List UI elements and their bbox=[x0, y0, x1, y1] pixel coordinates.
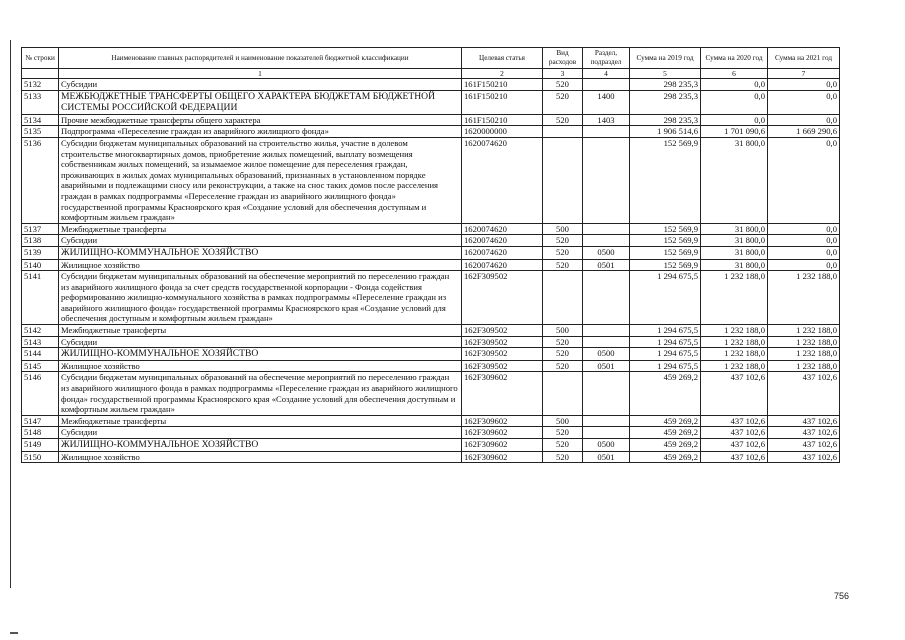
sum-2020-cell: 437 102,6 bbox=[701, 439, 768, 452]
expense-type-cell: 520 bbox=[543, 348, 583, 361]
article-cell: 162F309502 bbox=[462, 360, 543, 372]
sum-2019-cell: 1 906 514,6 bbox=[630, 126, 701, 138]
section-cell bbox=[583, 336, 630, 348]
name-cell: Жилищное хозяйство bbox=[59, 451, 462, 463]
article-cell: 1620074620 bbox=[462, 259, 543, 271]
expense-type-cell bbox=[543, 126, 583, 138]
sum-2020-cell: 31 800,0 bbox=[701, 246, 768, 259]
sum-2020-cell: 31 800,0 bbox=[701, 235, 768, 247]
sum-2020-cell: 0,0 bbox=[701, 79, 768, 91]
expense-type-cell: 520 bbox=[543, 451, 583, 463]
article-cell: 162F309602 bbox=[462, 451, 543, 463]
table-row bbox=[22, 325, 840, 337]
sum-2021-cell: 437 102,6 bbox=[768, 439, 840, 452]
column-number-row bbox=[22, 69, 840, 79]
section-cell: 0501 bbox=[583, 259, 630, 271]
row-number-cell: 5132 bbox=[22, 79, 59, 91]
column-number-cell: 2 bbox=[462, 69, 543, 79]
sum-2019-cell: 1 294 675,5 bbox=[630, 336, 701, 348]
name-cell: ЖИЛИЩНО-КОММУНАЛЬНОЕ ХОЗЯЙСТВО bbox=[59, 439, 462, 452]
header-section: Раздел, подраздел bbox=[583, 48, 630, 69]
page-number: 756 bbox=[834, 591, 850, 601]
row-number-cell: 5138 bbox=[22, 235, 59, 247]
section-cell bbox=[583, 325, 630, 337]
sum-2020-cell: 0,0 bbox=[701, 114, 768, 126]
sum-2020-cell: 31 800,0 bbox=[701, 137, 768, 223]
name-cell: Межбюджетные трансферты bbox=[59, 325, 462, 337]
section-cell: 0500 bbox=[583, 246, 630, 259]
sum-2019-cell: 459 269,2 bbox=[630, 439, 701, 452]
expense-type-cell: 520 bbox=[543, 114, 583, 126]
expense-type-cell bbox=[543, 271, 583, 325]
sum-2019-cell: 152 569,9 bbox=[630, 137, 701, 223]
table-row bbox=[22, 372, 840, 415]
sum-2021-cell: 0,0 bbox=[768, 137, 840, 223]
sum-2019-cell: 152 569,9 bbox=[630, 235, 701, 247]
sum-2019-cell: 459 269,2 bbox=[630, 427, 701, 439]
expense-type-cell: 520 bbox=[543, 259, 583, 271]
sum-2021-cell: 1 232 188,0 bbox=[768, 336, 840, 348]
row-number-cell: 5148 bbox=[22, 427, 59, 439]
table-row bbox=[22, 271, 840, 325]
name-cell: ЖИЛИЩНО-КОММУНАЛЬНОЕ ХОЗЯЙСТВО bbox=[59, 348, 462, 361]
article-cell: 1620074620 bbox=[462, 223, 543, 235]
sum-2020-cell: 31 800,0 bbox=[701, 223, 768, 235]
section-cell: 0501 bbox=[583, 360, 630, 372]
row-number-cell: 5141 bbox=[22, 271, 59, 325]
table-row bbox=[22, 348, 840, 361]
table-row bbox=[22, 90, 840, 114]
name-cell: Субсидии bbox=[59, 427, 462, 439]
expense-type-cell bbox=[543, 137, 583, 223]
expense-type-cell: 520 bbox=[543, 235, 583, 247]
name-cell: Межбюджетные трансферты bbox=[59, 223, 462, 235]
header-sum-2019: Сумма на 2019 год bbox=[630, 48, 701, 69]
name-cell: Субсидии bbox=[59, 336, 462, 348]
table-row bbox=[22, 137, 840, 223]
table-row bbox=[22, 246, 840, 259]
sum-2021-cell: 0,0 bbox=[768, 90, 840, 114]
article-cell: 162F309602 bbox=[462, 415, 543, 427]
sum-2021-cell: 0,0 bbox=[768, 259, 840, 271]
table-row bbox=[22, 223, 840, 235]
column-number-cell: 5 bbox=[630, 69, 701, 79]
sum-2020-cell: 437 102,6 bbox=[701, 451, 768, 463]
sum-2021-cell: 0,0 bbox=[768, 223, 840, 235]
sum-2020-cell: 437 102,6 bbox=[701, 415, 768, 427]
article-cell: 162F309602 bbox=[462, 372, 543, 415]
section-cell: 1403 bbox=[583, 114, 630, 126]
section-cell bbox=[583, 372, 630, 415]
row-number-cell: 5136 bbox=[22, 137, 59, 223]
table-row bbox=[22, 235, 840, 247]
expense-type-cell: 520 bbox=[543, 360, 583, 372]
table-header-row bbox=[22, 48, 840, 69]
expense-type-cell: 520 bbox=[543, 427, 583, 439]
table-row bbox=[22, 415, 840, 427]
column-number-cell bbox=[22, 69, 59, 79]
row-number-cell: 5140 bbox=[22, 259, 59, 271]
sum-2020-cell: 437 102,6 bbox=[701, 372, 768, 415]
sum-2020-cell: 1 232 188,0 bbox=[701, 325, 768, 337]
article-cell: 161F150210 bbox=[462, 90, 543, 114]
sum-2020-cell: 1 232 188,0 bbox=[701, 271, 768, 325]
expense-type-cell: 520 bbox=[543, 79, 583, 91]
expense-type-cell: 520 bbox=[543, 246, 583, 259]
name-cell: Жилищное хозяйство bbox=[59, 360, 462, 372]
expense-type-cell bbox=[543, 372, 583, 415]
sum-2020-cell: 1 701 090,6 bbox=[701, 126, 768, 138]
article-cell: 162F309602 bbox=[462, 439, 543, 452]
sum-2021-cell: 1 232 188,0 bbox=[768, 325, 840, 337]
sum-2021-cell: 437 102,6 bbox=[768, 372, 840, 415]
name-cell: Подпрограмма «Переселение граждан из аварийного жилищного фонда» bbox=[59, 126, 462, 138]
table-row bbox=[22, 126, 840, 138]
sum-2021-cell: 1 232 188,0 bbox=[768, 271, 840, 325]
sum-2019-cell: 1 294 675,5 bbox=[630, 325, 701, 337]
article-cell: 162F309502 bbox=[462, 336, 543, 348]
row-number-cell: 5139 bbox=[22, 246, 59, 259]
sum-2019-cell: 1 294 675,5 bbox=[630, 271, 701, 325]
section-cell bbox=[583, 415, 630, 427]
expense-type-cell: 520 bbox=[543, 336, 583, 348]
sum-2021-cell: 0,0 bbox=[768, 114, 840, 126]
header-article: Целевая статья bbox=[462, 48, 543, 69]
section-cell: 0500 bbox=[583, 439, 630, 452]
row-number-cell: 5150 bbox=[22, 451, 59, 463]
sum-2020-cell: 1 232 188,0 bbox=[701, 360, 768, 372]
table-row bbox=[22, 336, 840, 348]
name-cell: Прочие межбюджетные трансферты общего характера bbox=[59, 114, 462, 126]
sum-2021-cell: 437 102,6 bbox=[768, 427, 840, 439]
sum-2021-cell: 1 669 290,6 bbox=[768, 126, 840, 138]
sum-2021-cell: 437 102,6 bbox=[768, 415, 840, 427]
section-cell: 1400 bbox=[583, 90, 630, 114]
row-number-cell: 5134 bbox=[22, 114, 59, 126]
section-cell bbox=[583, 137, 630, 223]
name-cell: МЕЖБЮДЖЕТНЫЕ ТРАНСФЕРТЫ ОБЩЕГО ХАРАКТЕРА БЮДЖЕТАМ БЮДЖЕТНОЙ СИСТЕМЫ РОССИЙСКОЙ ФЕДЕРАЦИИ bbox=[59, 90, 462, 114]
row-number-cell: 5135 bbox=[22, 126, 59, 138]
sum-2019-cell: 152 569,9 bbox=[630, 259, 701, 271]
row-number-cell: 5143 bbox=[22, 336, 59, 348]
expense-type-cell: 520 bbox=[543, 439, 583, 452]
budget-table bbox=[21, 47, 840, 463]
article-cell: 162F309502 bbox=[462, 271, 543, 325]
sum-2019-cell: 1 294 675,5 bbox=[630, 348, 701, 361]
row-number-cell: 5146 bbox=[22, 372, 59, 415]
scan-mark bbox=[10, 632, 18, 634]
column-number-cell: 3 bbox=[543, 69, 583, 79]
sum-2021-cell: 0,0 bbox=[768, 246, 840, 259]
table-row bbox=[22, 79, 840, 91]
row-number-cell: 5145 bbox=[22, 360, 59, 372]
article-cell: 1620074620 bbox=[462, 246, 543, 259]
row-number-cell: 5149 bbox=[22, 439, 59, 452]
section-cell: 0501 bbox=[583, 451, 630, 463]
name-cell: Жилищное хозяйство bbox=[59, 259, 462, 271]
section-cell: 0500 bbox=[583, 348, 630, 361]
header-type: Вид расходов bbox=[543, 48, 583, 69]
article-cell: 1620074620 bbox=[462, 235, 543, 247]
article-cell: 161F150210 bbox=[462, 114, 543, 126]
expense-type-cell: 520 bbox=[543, 90, 583, 114]
sum-2020-cell: 437 102,6 bbox=[701, 427, 768, 439]
table-row bbox=[22, 427, 840, 439]
sum-2021-cell: 1 232 188,0 bbox=[768, 348, 840, 361]
section-cell bbox=[583, 235, 630, 247]
sum-2019-cell: 459 269,2 bbox=[630, 372, 701, 415]
name-cell: Субсидии бюджетам муниципальных образований на строительство жилья, участие в долевом строительстве многоквартирных домов, приобретение жилых помещений, выплату возмещения собственникам жилых помещений, за изымаемое жилое помещение для переселения граждан, проживающих в жилых домах муниципальных образований, признанных в установленном порядке аварийными и подлежащими сносу или реконструкции, а также на снос таких домов после расселения граждан в рамках подпрограммы «Переселение граждан из аварийного жилищного фонда» государственной программы Красноярского края «Создание условий для обеспечения доступным и комфортным жильем граждан» bbox=[59, 137, 462, 223]
row-number-cell: 5137 bbox=[22, 223, 59, 235]
name-cell: ЖИЛИЩНО-КОММУНАЛЬНОЕ ХОЗЯЙСТВО bbox=[59, 246, 462, 259]
article-cell: 161F150210 bbox=[462, 79, 543, 91]
sum-2019-cell: 152 569,9 bbox=[630, 246, 701, 259]
article-cell: 1620074620 bbox=[462, 137, 543, 223]
sum-2019-cell: 298 235,3 bbox=[630, 90, 701, 114]
expense-type-cell: 500 bbox=[543, 415, 583, 427]
table-row bbox=[22, 114, 840, 126]
table-row bbox=[22, 259, 840, 271]
column-number-cell: 1 bbox=[59, 69, 462, 79]
sum-2019-cell: 1 294 675,5 bbox=[630, 360, 701, 372]
sum-2019-cell: 152 569,9 bbox=[630, 223, 701, 235]
left-margin-rule bbox=[10, 40, 11, 588]
row-number-cell: 5147 bbox=[22, 415, 59, 427]
sum-2019-cell: 298 235,3 bbox=[630, 79, 701, 91]
article-cell: 162F309502 bbox=[462, 348, 543, 361]
sum-2021-cell: 0,0 bbox=[768, 235, 840, 247]
sum-2020-cell: 1 232 188,0 bbox=[701, 348, 768, 361]
sum-2020-cell: 1 232 188,0 bbox=[701, 336, 768, 348]
section-cell bbox=[583, 223, 630, 235]
column-number-cell: 6 bbox=[701, 69, 768, 79]
name-cell: Субсидии бюджетам муниципальных образований на обеспечение мероприятий по переселению граждан из аварийного жилищного фонда за счет средств государственной корпорации - Фонда содействия реформированию жилищно-коммунального хозяйства в рамках подпрограммы «Переселение граждан из аварийного жилищного фонда» государственной программы Красноярского края «Создание условий для обеспечения доступным и комфортным жильем граждан» bbox=[59, 271, 462, 325]
article-cell: 162F309602 bbox=[462, 427, 543, 439]
table-row bbox=[22, 451, 840, 463]
sum-2020-cell: 0,0 bbox=[701, 90, 768, 114]
sum-2019-cell: 298 235,3 bbox=[630, 114, 701, 126]
header-name: Наименование главных распорядителей и наименование показателей бюджетной классификации bbox=[59, 48, 462, 69]
row-number-cell: 5133 bbox=[22, 90, 59, 114]
name-cell: Субсидии бюджетам муниципальных образований на обеспечение мероприятий по переселению граждан из аварийного жилищного фонда в рамках подпрограммы «Переселение граждан из аварийного жилищного фонда» государственной программы Красноярского края «Создание условий для обеспечения доступным и комфортным жильем граждан» bbox=[59, 372, 462, 415]
sum-2021-cell: 0,0 bbox=[768, 79, 840, 91]
sum-2020-cell: 31 800,0 bbox=[701, 259, 768, 271]
sum-2021-cell: 1 232 188,0 bbox=[768, 360, 840, 372]
section-cell bbox=[583, 126, 630, 138]
name-cell: Межбюджетные трансферты bbox=[59, 415, 462, 427]
table-row bbox=[22, 439, 840, 452]
header-row-no: № строки bbox=[22, 48, 59, 69]
sum-2019-cell: 459 269,2 bbox=[630, 451, 701, 463]
article-cell: 1620000000 bbox=[462, 126, 543, 138]
name-cell: Субсидии bbox=[59, 235, 462, 247]
sum-2021-cell: 437 102,6 bbox=[768, 451, 840, 463]
row-number-cell: 5144 bbox=[22, 348, 59, 361]
row-number-cell: 5142 bbox=[22, 325, 59, 337]
expense-type-cell: 500 bbox=[543, 325, 583, 337]
expense-type-cell: 500 bbox=[543, 223, 583, 235]
header-sum-2020: Сумма на 2020 год bbox=[701, 48, 768, 69]
name-cell: Субсидии bbox=[59, 79, 462, 91]
article-cell: 162F309502 bbox=[462, 325, 543, 337]
table-body bbox=[22, 79, 840, 463]
column-number-cell: 4 bbox=[583, 69, 630, 79]
sum-2019-cell: 459 269,2 bbox=[630, 415, 701, 427]
column-number-cell: 7 bbox=[768, 69, 840, 79]
table-row bbox=[22, 360, 840, 372]
section-cell bbox=[583, 79, 630, 91]
header-sum-2021: Сумма на 2021 год bbox=[768, 48, 840, 69]
section-cell bbox=[583, 427, 630, 439]
section-cell bbox=[583, 271, 630, 325]
